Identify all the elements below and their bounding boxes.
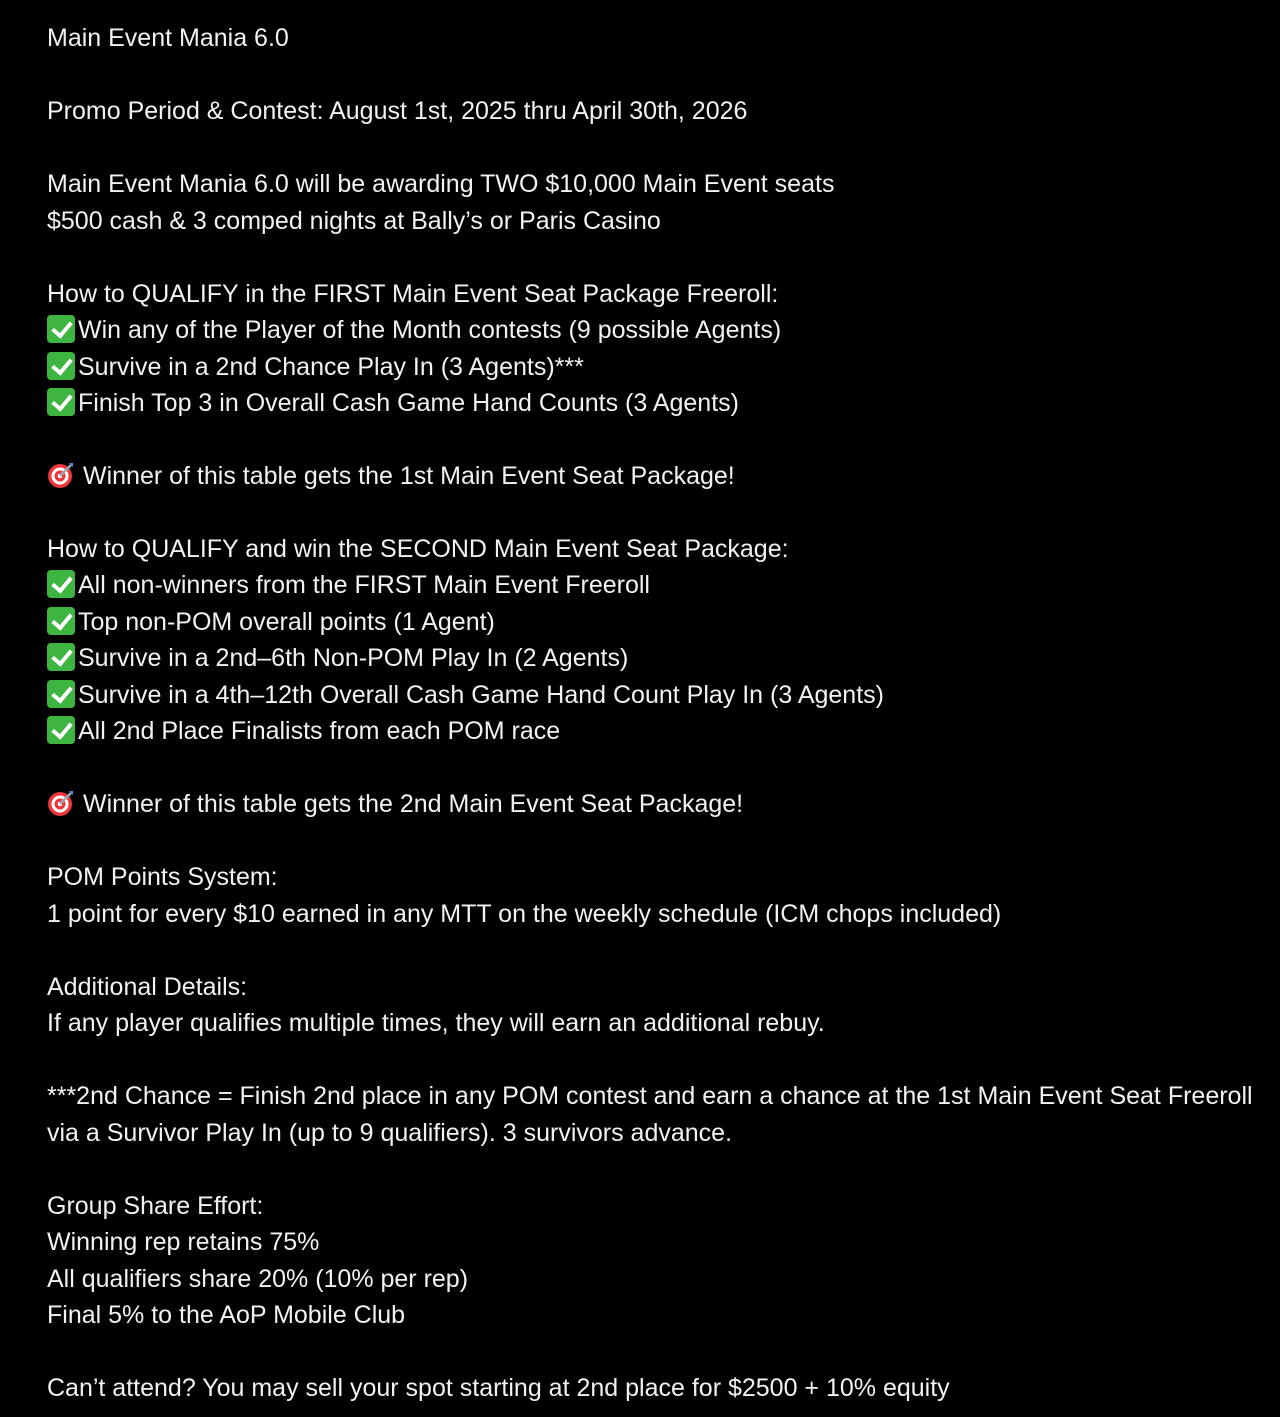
- additional-heading: Additional Details:: [47, 973, 248, 1001]
- second-chance-line-2: via a Survivor Play In (up to 9 qualifiers). 3 survivors advance.: [47, 1119, 733, 1147]
- check-mark-icon: [47, 352, 75, 380]
- second-package-winner: [47, 789, 743, 819]
- cant-attend-line: Can’t attend? You may sell your spot starting at 2nd place for $2500 + 10% equity: [47, 1374, 950, 1402]
- awards-line-2: $500 cash & 3 comped nights at Bally’s or Paris Casino: [47, 207, 661, 235]
- second-package-item-text: Top non-POM overall points (1 Agent): [78, 608, 495, 636]
- second-package-item-text: Survive in a 2nd–6th Non-POM Play In (2 Agents): [78, 644, 629, 672]
- first-package-item: [47, 388, 739, 418]
- second-package-item: [47, 716, 560, 746]
- first-package-item-text: Survive in a 2nd Chance Play In (3 Agents)***: [78, 353, 584, 381]
- second-package-item: [47, 643, 628, 673]
- check-mark-icon: [47, 315, 75, 343]
- group-share-line: Winning rep retains 75%: [47, 1228, 320, 1256]
- additional-line: If any player qualifies multiple times, they will earn an additional rebuy.: [47, 1009, 825, 1037]
- first-package-item-text: Finish Top 3 in Overall Cash Game Hand Counts (3 Agents): [78, 389, 739, 417]
- first-package-item: [47, 352, 584, 382]
- second-package-item: [47, 570, 650, 600]
- check-mark-icon: [47, 716, 75, 744]
- points-line: 1 point for every $10 earned in any MTT on the weekly schedule (ICM chops included): [47, 900, 1002, 928]
- second-chance-line-1: ***2nd Chance = Finish 2nd place in any POM contest and earn a chance at the 1st Main Event Seat Freeroll: [47, 1082, 1253, 1110]
- check-mark-icon: [47, 643, 75, 671]
- second-package-item-text: All non-winners from the FIRST Main Event Freeroll: [78, 571, 650, 599]
- group-share-heading: Group Share Effort:: [47, 1192, 264, 1220]
- check-mark-icon: [47, 607, 75, 635]
- points-heading: POM Points System:: [47, 863, 278, 891]
- awards-line-1: Main Event Mania 6.0 will be awarding TWO $10,000 Main Event seats: [47, 170, 835, 198]
- second-package-item-text: Survive in a 4th–12th Overall Cash Game Hand Count Play In (3 Agents): [78, 681, 884, 709]
- target-icon: [47, 461, 75, 489]
- second-package-heading: How to QUALIFY and win the SECOND Main Event Seat Package:: [47, 535, 789, 563]
- check-mark-icon: [47, 570, 75, 598]
- second-package-item-text: All 2nd Place Finalists from each POM race: [78, 717, 561, 745]
- check-mark-icon: [47, 680, 75, 708]
- first-package-item-text: Win any of the Player of the Month contests (9 possible Agents): [78, 316, 782, 344]
- first-package-winner-text: Winner of this table gets the 1st Main Event Seat Package!: [83, 462, 735, 490]
- document-title: Main Event Mania 6.0: [47, 24, 289, 52]
- second-package-winner-text: Winner of this table gets the 2nd Main Event Seat Package!: [83, 790, 744, 818]
- second-package-item: [47, 680, 884, 710]
- first-package-heading: How to QUALIFY in the FIRST Main Event Seat Package Freeroll:: [47, 280, 779, 308]
- second-package-item: [47, 607, 495, 637]
- first-package-item: [47, 315, 781, 345]
- first-package-winner: [47, 461, 735, 491]
- group-share-line: All qualifiers share 20% (10% per rep): [47, 1265, 469, 1293]
- target-icon: [47, 789, 75, 817]
- promo-period: Promo Period & Contest: August 1st, 2025 thru April 30th, 2026: [47, 97, 748, 125]
- group-share-line: Final 5% to the AoP Mobile Club: [47, 1301, 406, 1329]
- check-mark-icon: [47, 388, 75, 416]
